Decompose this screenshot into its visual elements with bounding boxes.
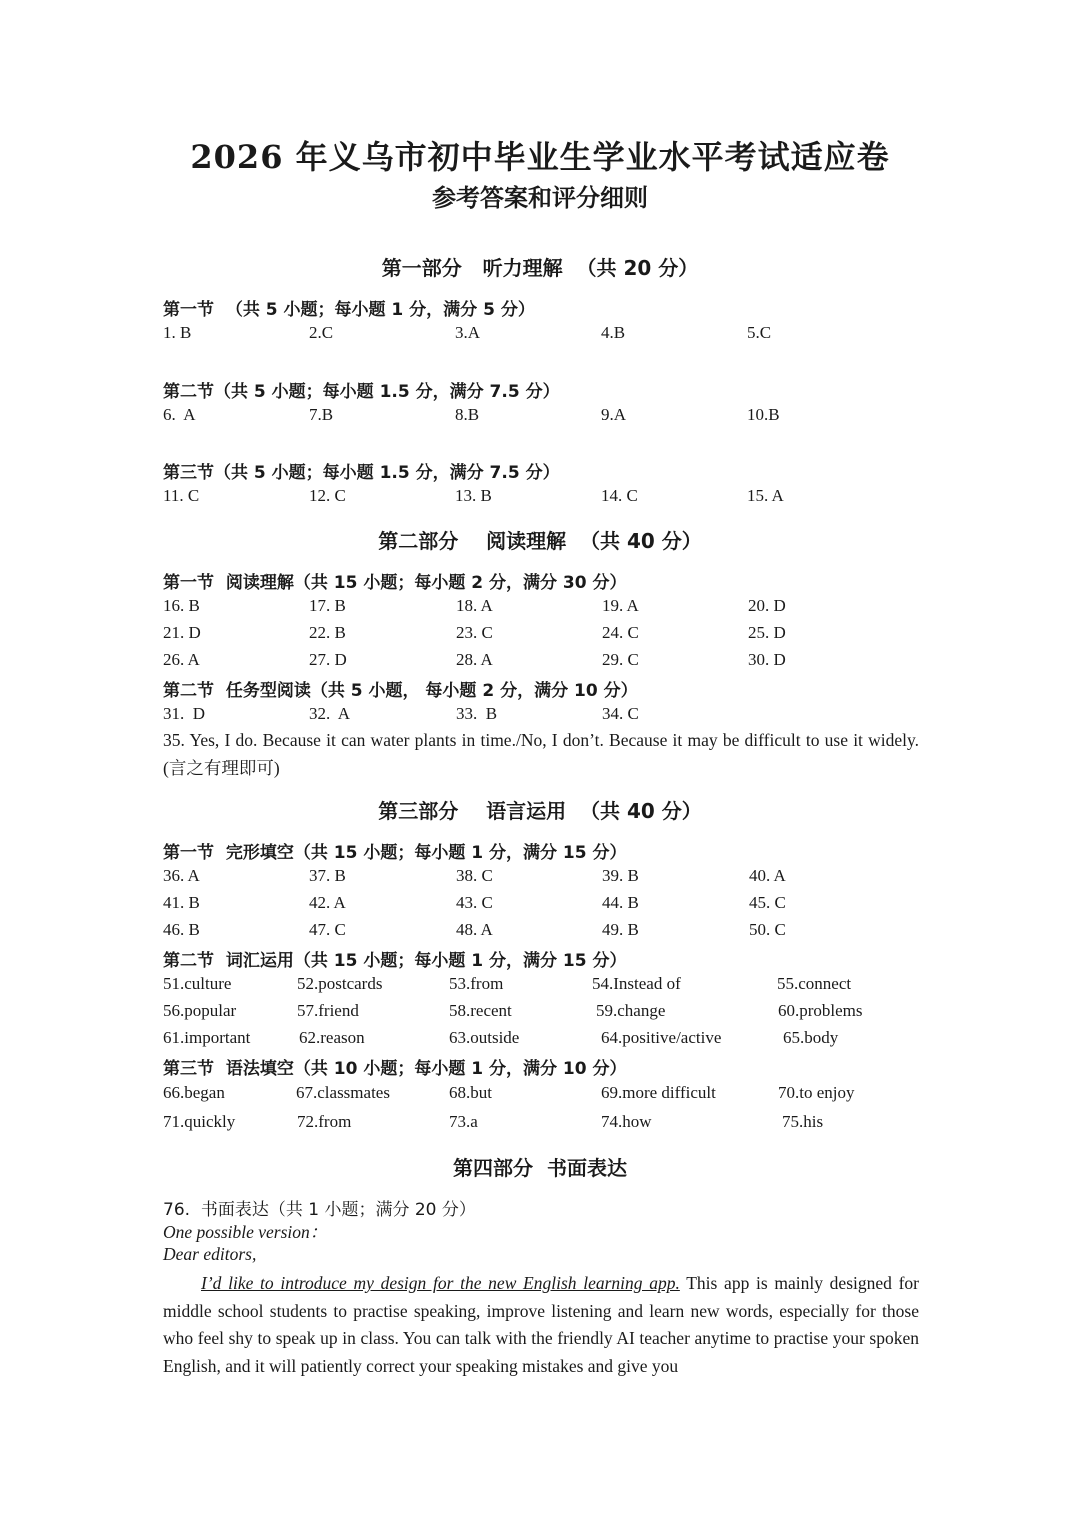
part2-heading: 第二部分 阅读理解 （共 40 分） bbox=[378, 529, 702, 553]
answer-item: 61.important bbox=[163, 1028, 251, 1047]
answer-item: 9.A bbox=[601, 405, 627, 424]
answer-item: 48. A bbox=[456, 920, 493, 939]
answer-item: 47. C bbox=[309, 920, 346, 939]
essay-paragraph bbox=[163, 1270, 919, 1380]
answer-item: 67.classmates bbox=[296, 1083, 390, 1102]
part3-sec1-heading: 第一节 完形填空（共 15 小题；每小题 1 分，满分 15 分） bbox=[163, 843, 627, 863]
answer-item: 57.friend bbox=[297, 1001, 359, 1020]
question-35-answer: 35. Yes, I do. Because it can water plants in time./No, I don’t. Because it may be difficult to use it widely. (言之有理即可) bbox=[163, 730, 919, 778]
answer-item: 16. B bbox=[163, 596, 200, 615]
answer-row bbox=[0, 405, 1080, 429]
answer-item: 24. C bbox=[602, 623, 639, 642]
version-label: One possible version： bbox=[163, 1222, 328, 1242]
answer-item: 40. A bbox=[749, 866, 786, 885]
answer-item: 58.recent bbox=[449, 1001, 512, 1020]
answer-item: 2.C bbox=[309, 323, 334, 342]
part2-sec2-heading: 第二节 任务型阅读（共 5 小题， 每小题 2 分，满分 10 分） bbox=[163, 681, 638, 701]
answer-row bbox=[0, 920, 1080, 944]
answer-row bbox=[0, 1028, 1080, 1052]
answer-item: 75.his bbox=[782, 1112, 824, 1131]
answer-item: 59.change bbox=[596, 1001, 666, 1020]
answer-item: 34. C bbox=[602, 704, 639, 723]
answer-row bbox=[0, 623, 1080, 647]
answer-item: 73.a bbox=[449, 1112, 478, 1131]
answer-row bbox=[0, 596, 1080, 620]
answer-item: 71.quickly bbox=[163, 1112, 236, 1131]
answer-item: 27. D bbox=[309, 650, 347, 669]
answer-item: 20. D bbox=[748, 596, 786, 615]
answer-item: 36. A bbox=[163, 866, 200, 885]
letter-salutation: Dear editors, bbox=[163, 1244, 257, 1264]
answer-item: 45. C bbox=[749, 893, 786, 912]
answer-item: 17. B bbox=[309, 596, 346, 615]
answer-item: 44. B bbox=[602, 893, 639, 912]
answer-row bbox=[0, 866, 1080, 890]
answer-item: 56.popular bbox=[163, 1001, 237, 1020]
answer-item: 63.outside bbox=[449, 1028, 520, 1047]
answer-item: 13. B bbox=[455, 486, 492, 505]
answer-item: 74.how bbox=[601, 1112, 652, 1131]
answer-item: 29. C bbox=[602, 650, 639, 669]
answer-item: 60.problems bbox=[778, 1001, 863, 1020]
answer-item: 30. D bbox=[748, 650, 786, 669]
answer-item: 3.A bbox=[455, 323, 481, 342]
answer-item: 33. B bbox=[456, 704, 498, 723]
answer-row bbox=[0, 893, 1080, 917]
answer-item: 5.C bbox=[747, 323, 772, 342]
answer-item: 38. C bbox=[456, 866, 493, 885]
answer-row bbox=[0, 1112, 1080, 1136]
answer-item: 70.to enjoy bbox=[778, 1083, 855, 1102]
answer-row bbox=[0, 1001, 1080, 1025]
answer-row bbox=[0, 650, 1080, 674]
answer-item: 54.Instead of bbox=[592, 974, 681, 993]
answer-item: 14. C bbox=[601, 486, 638, 505]
answer-item: 6. A bbox=[163, 405, 196, 424]
part1-sec3-heading: 第三节（共 5 小题；每小题 1.5 分，满分 7.5 分） bbox=[163, 463, 560, 483]
answer-item: 68.but bbox=[449, 1083, 492, 1102]
answer-item: 1. B bbox=[163, 323, 192, 342]
question-76-heading: 76. 书面表达（共 1 小题；满分 20 分） bbox=[163, 1200, 476, 1220]
answer-item: 10.B bbox=[747, 405, 780, 424]
answer-item: 53.from bbox=[449, 974, 504, 993]
answer-item: 7.B bbox=[309, 405, 334, 424]
answer-item: 65.body bbox=[783, 1028, 839, 1047]
part1-heading: 第一部分 听力理解 （共 20 分） bbox=[381, 256, 699, 280]
answer-row bbox=[0, 323, 1080, 347]
answer-row bbox=[0, 704, 1080, 728]
answer-item: 51.culture bbox=[163, 974, 232, 993]
part3-heading: 第三部分 语言运用 （共 40 分） bbox=[378, 799, 702, 823]
answer-item: 25. D bbox=[748, 623, 786, 642]
answer-item: 39. B bbox=[602, 866, 639, 885]
answer-item: 8.B bbox=[455, 405, 480, 424]
answer-item: 46. B bbox=[163, 920, 200, 939]
part1-sec2-heading: 第二节（共 5 小题；每小题 1.5 分，满分 7.5 分） bbox=[163, 382, 560, 402]
answer-row bbox=[0, 974, 1080, 998]
answer-item: 26. A bbox=[163, 650, 200, 669]
page-subtitle: 参考答案和评分细则 bbox=[432, 183, 648, 212]
answer-item: 11. C bbox=[163, 486, 200, 505]
answer-item: 64.positive/active bbox=[601, 1028, 722, 1047]
answer-item: 23. C bbox=[456, 623, 493, 642]
answer-item: 4.B bbox=[601, 323, 626, 342]
page-title: 2026 年义乌市初中毕业生学业水平考试适应卷 bbox=[190, 138, 890, 176]
answer-item: 42. A bbox=[309, 893, 346, 912]
answer-item: 72.from bbox=[297, 1112, 352, 1131]
answer-item: 12. C bbox=[309, 486, 346, 505]
part1-sec1-heading: 第一节 （共 5 小题；每小题 1 分，满分 5 分） bbox=[163, 300, 535, 320]
answer-item: 49. B bbox=[602, 920, 639, 939]
answer-item: 55.connect bbox=[777, 974, 852, 993]
answer-item: 28. A bbox=[456, 650, 493, 669]
part3-sec2-heading: 第二节 词汇运用（共 15 小题；每小题 1 分，满分 15 分） bbox=[163, 951, 627, 971]
answer-item: 21. D bbox=[163, 623, 201, 642]
answer-item: 37. B bbox=[309, 866, 346, 885]
answer-item: 19. A bbox=[602, 596, 639, 615]
essay-body: This app is mainly designed for middle school students to practise speaking, improve listening and learn new words, especially for those who feel shy to speak up in class. You can talk with the friendly AI teacher anytime to practise your spoken English, and it will patiently correct your speaking mistakes and give you bbox=[163, 1273, 919, 1376]
answer-item: 41. B bbox=[163, 893, 200, 912]
answer-item: 15. A bbox=[747, 486, 784, 505]
essay-title: I’d like to introduce my design for the new English learning app. bbox=[201, 1273, 680, 1293]
answer-item: 62.reason bbox=[299, 1028, 365, 1047]
part3-sec3-heading: 第三节 语法填空（共 10 小题；每小题 1 分，满分 10 分） bbox=[163, 1059, 627, 1079]
answer-item: 18. A bbox=[456, 596, 493, 615]
answer-item: 66.began bbox=[163, 1083, 225, 1102]
answer-item: 69.more difficult bbox=[601, 1083, 716, 1102]
answer-item: 22. B bbox=[309, 623, 346, 642]
answer-item: 50. C bbox=[749, 920, 786, 939]
part2-sec1-heading: 第一节 阅读理解（共 15 小题；每小题 2 分，满分 30 分） bbox=[163, 573, 627, 593]
answer-item: 31. D bbox=[163, 704, 206, 723]
answer-item: 32. A bbox=[309, 704, 351, 723]
answer-row bbox=[0, 1083, 1080, 1107]
answer-item: 52.postcards bbox=[297, 974, 383, 993]
part4-heading: 第四部分 书面表达 bbox=[453, 1156, 627, 1180]
answer-item: 43. C bbox=[456, 893, 493, 912]
answer-row bbox=[0, 486, 1080, 510]
